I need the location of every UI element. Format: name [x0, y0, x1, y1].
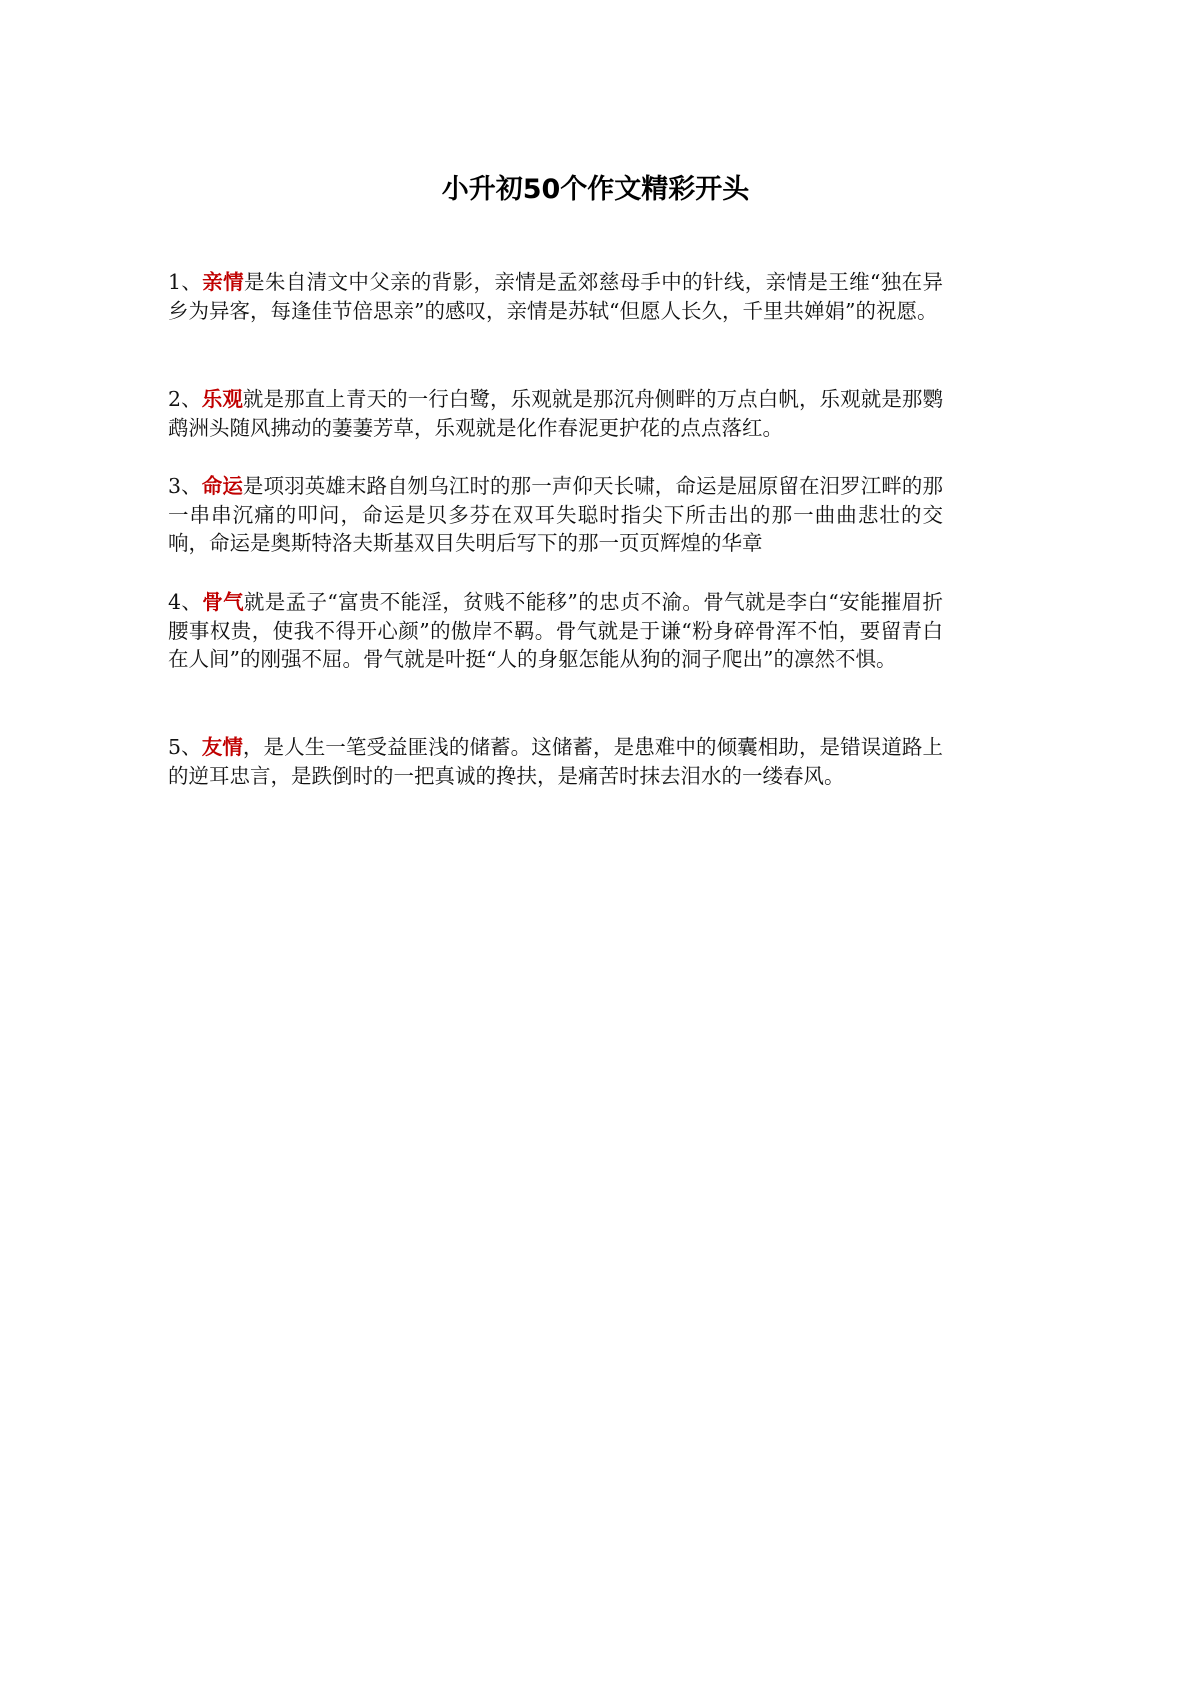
paragraph-4 — [168, 588, 943, 674]
paragraph-text: 是朱自清文中父亲的背影，亲情是孟郊慈母手中的针线，亲情是王维“独在异乡为异客，每逢佳节倍思亲”的感叹，亲情是苏轼“但愿人长久，千里共婵娟”的祝愿。 — [168, 270, 944, 323]
paragraph-text: 是项羽英雄末路自刎乌江时的那一声仰天长啸，命运是屈原留在汨罗江畔的那一串串沉痛的叩问，命运是贝多芬在双耳失聪时指尖下所击出的那一曲曲悲壮的交响，命运是奥斯特洛夫斯基双目失明后写下的那一页页辉煌的华章 — [168, 474, 943, 555]
paragraph-number: 4、 — [168, 590, 203, 614]
paragraph-text: 就是那直上青天的一行白鹭，乐观就是那沉舟侧畔的万点白帆，乐观就是那鹦鹉洲头随风拂动的萋萋芳草，乐观就是化作春泥更护花的点点落红。 — [168, 387, 943, 440]
paragraph-number: 2、 — [168, 387, 202, 411]
paragraph-5 — [168, 733, 943, 790]
paragraph-3 — [168, 472, 943, 558]
paragraph-keyword: 亲情 — [202, 270, 245, 294]
paragraph-number: 3、 — [168, 474, 202, 498]
paragraph-number: 1、 — [168, 270, 203, 294]
paragraph-2 — [168, 385, 943, 442]
paragraph-text: ，是人生一笔受益匪浅的储蓄。这储蓄，是患难中的倾囊相助，是错误道路上的逆耳忠言，是跌倒时的一把真诚的搀扶，是痛苦时抹去泪水的一缕春风。 — [168, 735, 943, 788]
paragraph-keyword: 骨气 — [202, 590, 244, 614]
paragraph-keyword: 乐观 — [201, 387, 243, 411]
document-title: 小升初50个作文精彩开头 — [441, 174, 750, 205]
paragraph-keyword: 友情 — [201, 735, 243, 759]
paragraph-number: 5、 — [168, 735, 202, 759]
paragraph-keyword: 命运 — [201, 474, 243, 498]
paragraph-1 — [168, 268, 943, 325]
paragraph-text: 就是孟子“富贵不能淫，贫贱不能移”的忠贞不渝。骨气就是李白“安能摧眉折腰事权贵，使我不得开心颜”的傲岸不羁。骨气就是于谦“粉身碎骨浑不怕，要留青白在人间”的刚强不屈。骨气就是叶挺“人的身躯怎能从狗的洞子爬出”的凛然不惧。 — [168, 590, 943, 671]
